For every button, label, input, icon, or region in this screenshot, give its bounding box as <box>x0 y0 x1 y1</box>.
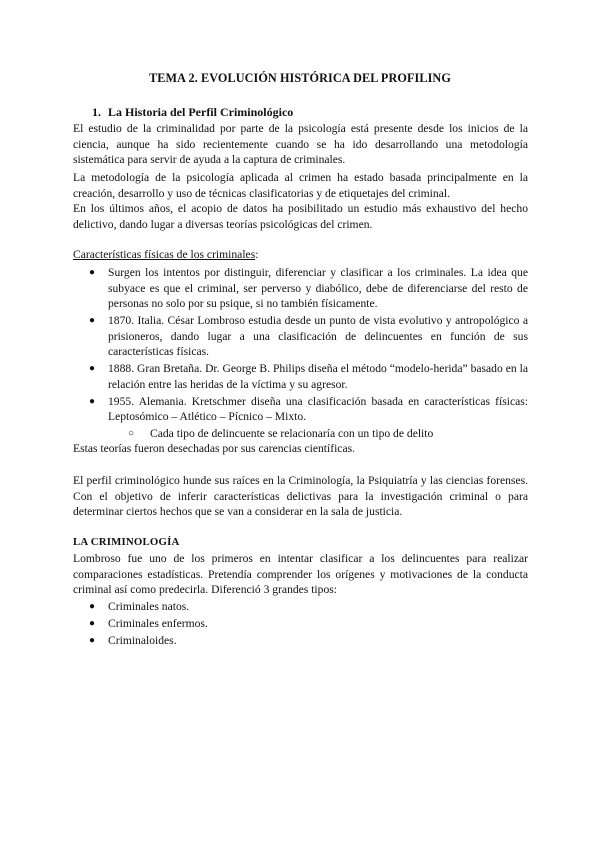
sub-list-item <box>128 426 433 442</box>
list-item-text: 1870. Italia. César Lombroso estudia desde un punto de vista evolutivo y antropológico a prisioneros, dando lugar a una clasificación de delincuentes en función de sus características físicas. <box>108 314 528 358</box>
list-item <box>73 265 528 312</box>
physical-characteristics-title: Características físicas de los criminales <box>73 248 256 261</box>
list-item-text: 1955. Alemania. Kretschmer diseña una clasificación basada en características físicas: Leptosómico – Atlético – Pícnico – Mixto. <box>108 394 528 423</box>
section-heading-criminologia: LA CRIMINOLOGÍA <box>73 536 180 548</box>
paragraph-intro: El estudio de la criminalidad por parte de la psicología está presente desde los inicios de la ciencia, aunque ha sido recientemente cuando se ha ido desarrollando una metodología sistemática para servir de ayuda a la captura de criminales. <box>73 122 528 166</box>
sub-list-item-text: Cada tipo de delincuente se relacionaría con un tipo de delito <box>150 427 434 440</box>
bullet-icon: ● <box>89 395 96 407</box>
paragraph-methodology: La metodología de la psicología aplicada al crimen ha estado basada principalmente en la creación, desarrollo y uso de técnicas clasificatorias y de etiquetajes del criminal. <box>73 171 528 200</box>
list-item-text: 1888. Gran Bretaña. Dr. George B. Philips diseña el método “modelo-herida” basado en la relación entre las heridas de la víctima y su agresor. <box>108 362 528 391</box>
paragraph-lombroso: Lombroso fue uno de los primeros en intentar clasificar a los delincuentes para realizar comparaciones estadísticas. Pretendía comprender los orígenes y motivaciones de la conducta criminal así como predecirla. Diferenció 3 grandes tipos: <box>73 552 528 596</box>
physical-characteristics-list <box>73 265 528 426</box>
list-item <box>73 616 528 632</box>
physical-characteristics-heading <box>73 248 258 261</box>
bullet-icon: ● <box>89 618 96 629</box>
document-title: TEMA 2. EVOLUCIÓN HISTÓRICA DEL PROFILING <box>149 71 451 85</box>
bullet-icon: ● <box>89 635 96 646</box>
paragraph-criminological-profile: El perfil criminológico hunde sus raíces en la Criminología, la Psiquiatría y las ciencias forenses. Con el objetivo de inferir características delictivas para la investigación criminal o para determinar ciertos hechos que se van a considerar en la sala de justicia. <box>73 474 528 518</box>
list-item <box>73 633 528 649</box>
paragraph-theories-discarded: Estas teorías fueron desechadas por sus carencias científicas. <box>73 442 355 455</box>
list-item <box>73 394 528 425</box>
section-heading-text: La Historia del Perfil Criminológico <box>108 105 294 119</box>
list-item <box>73 599 528 615</box>
list-item-text: Criminaloides. <box>108 634 177 647</box>
list-item-text: Criminales enfermos. <box>108 617 208 630</box>
bullet-icon: ● <box>89 363 96 374</box>
physical-characteristics-colon: : <box>255 248 259 261</box>
paragraph-recent-years: En los últimos años, el acopio de datos ha posibilitado un estudio más exhaustivo del hecho delictivo, dando lugar a diversas teorías psicológicas del crimen. <box>73 202 528 231</box>
list-item-text: Criminales natos. <box>108 600 190 613</box>
section-number: 1. <box>92 105 101 119</box>
hollow-bullet-icon: ○ <box>128 428 135 439</box>
bullet-icon: ● <box>89 267 96 278</box>
bullet-icon: ● <box>89 315 96 326</box>
bullet-icon: ● <box>89 601 96 612</box>
section-heading-historia <box>92 105 293 120</box>
criminal-types-list <box>73 599 528 650</box>
list-item-text: Surgen los intentos por distinguir, diferenciar y clasificar a los criminales. La idea que subyace es que el criminal, ser perverso y diabólico, debe de diferenciarse del resto de personas no solo por su psique, si no también físicamente. <box>108 266 528 310</box>
list-item <box>73 313 528 360</box>
list-item <box>73 361 528 392</box>
